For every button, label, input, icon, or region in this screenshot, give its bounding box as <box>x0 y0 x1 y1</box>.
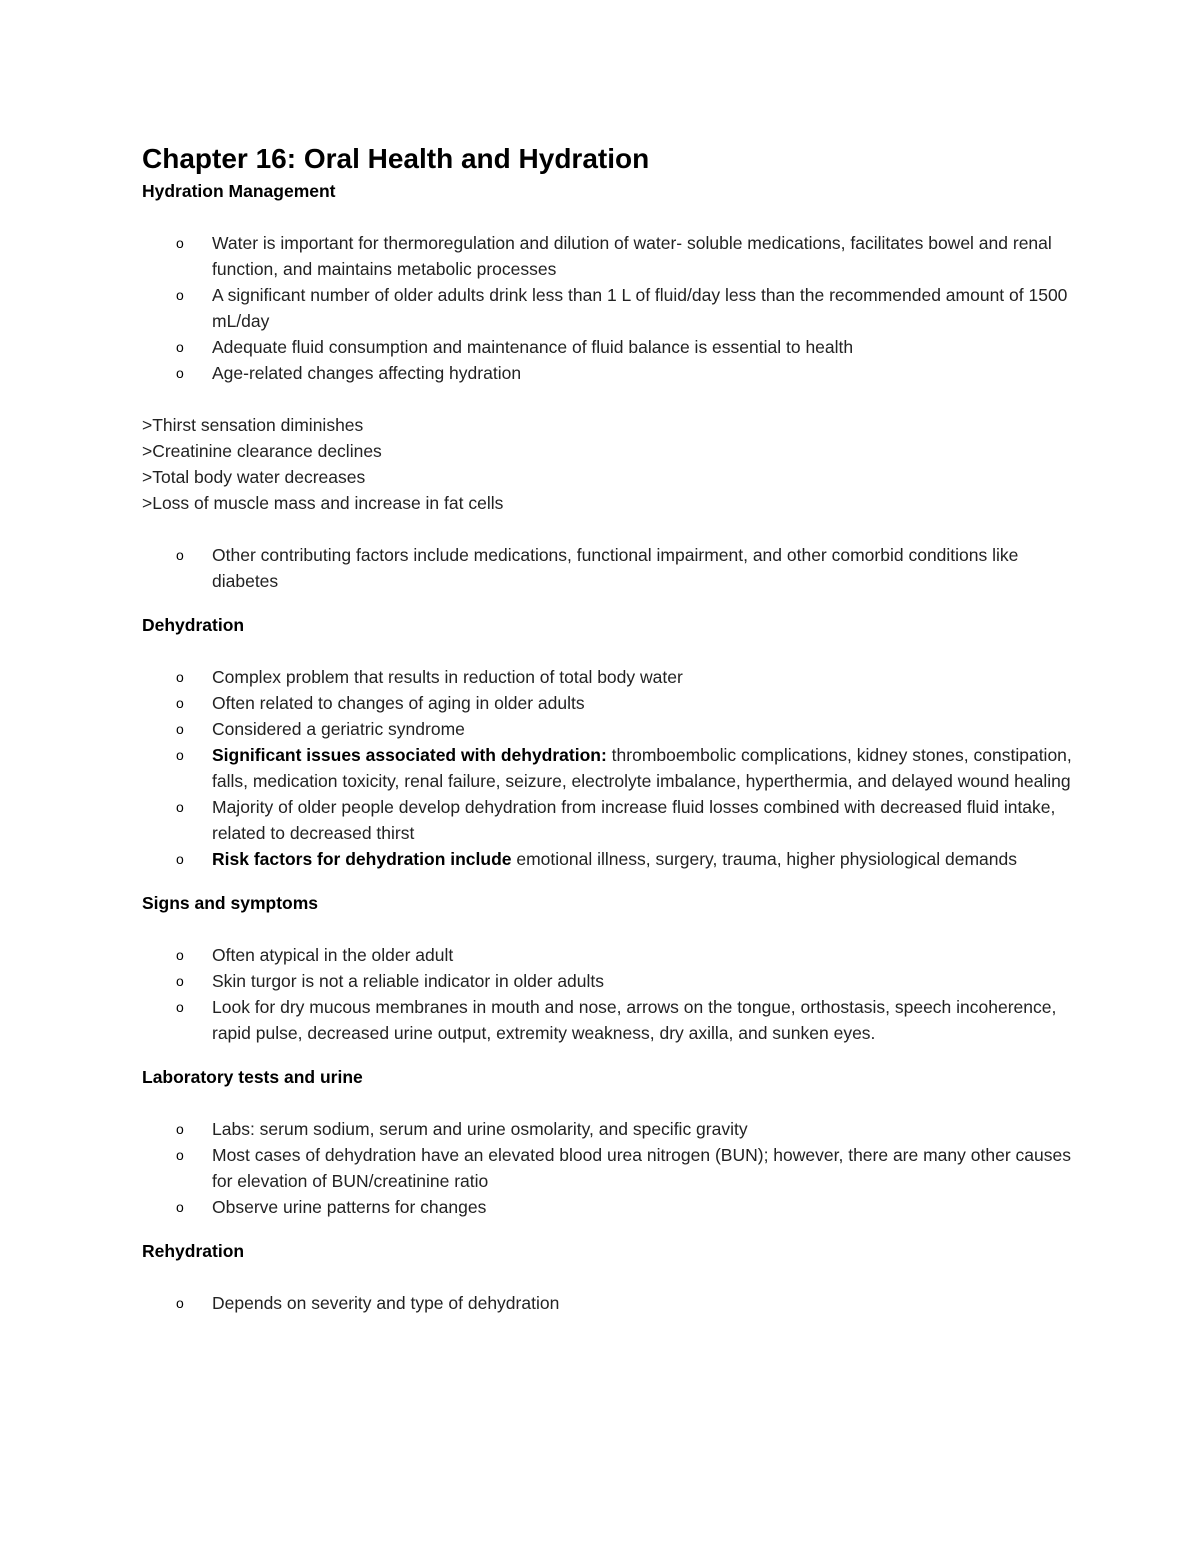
circle-bullet-icon: o <box>176 365 184 381</box>
circle-bullet-icon: o <box>176 1295 184 1311</box>
list-item <box>142 1116 1072 1142</box>
list-item <box>142 690 1072 716</box>
age-changes-list <box>142 412 1072 516</box>
list-item-text: Age-related changes affecting hydration <box>212 363 522 383</box>
rehydration-list <box>142 1290 1072 1316</box>
list-item-text: Other contributing factors include medications, functional impairment, and other comorbid conditions like diabetes <box>212 545 1019 591</box>
list-item <box>142 942 1072 968</box>
list-item <box>142 360 1072 386</box>
list-item <box>142 794 1072 846</box>
age-change-line: >Total body water decreases <box>142 467 366 487</box>
age-change-line: >Loss of muscle mass and increase in fat cells <box>142 493 504 513</box>
list-item-text: Majority of older people develop dehydration from increase fluid losses combined with decreased fluid intake, related to decreased thirst <box>212 797 1056 843</box>
list-item-text: Considered a geriatric syndrome <box>212 719 465 739</box>
document-page <box>142 140 1072 1316</box>
hydration-list <box>142 230 1072 386</box>
list-item <box>142 664 1072 690</box>
circle-bullet-icon: o <box>176 669 184 685</box>
list-item-text: Observe urine patterns for changes <box>212 1197 487 1217</box>
labs-list <box>142 1116 1072 1220</box>
list-item-text: Skin turgor is not a reliable indicator in older adults <box>212 971 605 991</box>
list-item-text: Labs: serum sodium, serum and urine osmolarity, and specific gravity <box>212 1119 748 1139</box>
list-item-text: Often atypical in the older adult <box>212 945 454 965</box>
age-change-line: >Thirst sensation diminishes <box>142 415 364 435</box>
circle-bullet-icon: o <box>176 799 184 815</box>
list-item <box>142 742 1072 794</box>
circle-bullet-icon: o <box>176 235 184 251</box>
circle-bullet-icon: o <box>176 287 184 303</box>
list-item-text: Adequate fluid consumption and maintenance of fluid balance is essential to health <box>212 337 854 357</box>
list-item <box>142 994 1072 1046</box>
list-item <box>142 542 1072 594</box>
age-change-line: >Creatinine clearance declines <box>142 441 382 461</box>
list-item-bold-lead: Significant issues associated with dehydration: <box>212 745 607 765</box>
circle-bullet-icon: o <box>176 547 184 563</box>
list-item-text: Depends on severity and type of dehydration <box>212 1293 560 1313</box>
circle-bullet-icon: o <box>176 947 184 963</box>
dehydration-list <box>142 664 1072 872</box>
list-item-text: Water is important for thermoregulation and dilution of water- soluble medications, facilitates bowel and renal function, and maintains metabolic processes <box>212 233 1052 279</box>
list-item <box>142 282 1072 334</box>
rehydration-heading: Rehydration <box>142 1241 245 1261</box>
list-item-text: Often related to changes of aging in older adults <box>212 693 585 713</box>
list-item <box>142 716 1072 742</box>
list-item <box>142 1194 1072 1220</box>
circle-bullet-icon: o <box>176 339 184 355</box>
page-title: Chapter 16: Oral Health and Hydration <box>142 143 650 174</box>
list-item <box>142 1142 1072 1194</box>
list-item-text: thromboembolic complications, kidney stones, constipation, falls, medication toxicity, renal failure, seizure, electrolyte imbalance, hyperthermia, and delayed wound healing <box>212 745 1072 791</box>
circle-bullet-icon: o <box>176 747 184 763</box>
signs-list <box>142 942 1072 1046</box>
list-item-text: Most cases of dehydration have an elevated blood urea nitrogen (BUN); however, there are many other causes for elevation of BUN/creatinine ratio <box>212 1145 1071 1191</box>
list-item <box>142 230 1072 282</box>
circle-bullet-icon: o <box>176 1147 184 1163</box>
signs-heading: Signs and symptoms <box>142 893 319 913</box>
list-item-bold-lead: Risk factors for dehydration include <box>212 849 512 869</box>
circle-bullet-icon: o <box>176 695 184 711</box>
contributing-factors-list <box>142 542 1072 594</box>
circle-bullet-icon: o <box>176 851 184 867</box>
hydration-heading: Hydration Management <box>142 181 336 201</box>
circle-bullet-icon: o <box>176 973 184 989</box>
circle-bullet-icon: o <box>176 999 184 1015</box>
circle-bullet-icon: o <box>176 1121 184 1137</box>
list-item-text: A significant number of older adults drink less than 1 L of fluid/day less than the recommended amount of 1500 mL/day <box>212 285 1068 331</box>
labs-heading: Laboratory tests and urine <box>142 1067 363 1087</box>
circle-bullet-icon: o <box>176 721 184 737</box>
list-item <box>142 334 1072 360</box>
list-item <box>142 1290 1072 1316</box>
dehydration-heading: Dehydration <box>142 615 245 635</box>
list-item <box>142 846 1072 872</box>
list-item <box>142 968 1072 994</box>
circle-bullet-icon: o <box>176 1199 184 1215</box>
list-item-text: Look for dry mucous membranes in mouth and nose, arrows on the tongue, orthostasis, speech incoherence, rapid pulse, decreased urine output, extremity weakness, dry axilla, and sunken eyes. <box>212 997 1057 1043</box>
list-item-text: emotional illness, surgery, trauma, higher physiological demands <box>511 849 1017 869</box>
list-item-text: Complex problem that results in reduction of total body water <box>212 667 683 687</box>
